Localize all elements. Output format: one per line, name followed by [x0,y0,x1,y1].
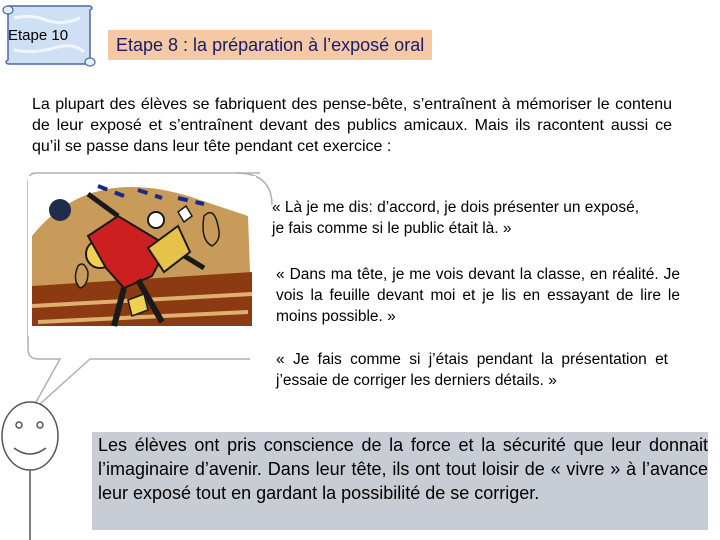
step-badge[interactable] [0,4,96,68]
page-title: Etape 8 : la préparation à l’exposé oral [108,30,432,60]
intro-paragraph: La plupart des élèves se fabriquent des pense-bête, s’entraînent à mémoriser le contenu de leur exposé et s’entraînent devant des publics amicaux. Mais ils racontent aussi ce qu’il se passe dans leur tête pendant cet exercice : [32,96,672,155]
smiley-face-icon [0,400,100,540]
conclusion-text: Les élèves ont pris conscience de la force et la sécurité que leur donnait l’imaginaire d’avenir. Dans leur tête, ils ont tout loisir de « vivre » à l’avance leur exposé tout en gardant la possibilité de se corriger. [98,435,708,503]
quote-1: « Là je me dis: d’accord, je dois présenter un exposé, je fais comme si le public était là. » [272,199,640,237]
quote-3: « Je fais comme si j’étais pendant la présentation et j’essaie de corriger les derniers détails. » [276,351,668,389]
quote-2: « Dans ma tête, je me vois devant la classe, en réalité. Je vois la feuille devant moi et je lis en essayant de lire le moins possible. » [276,266,680,325]
juggler-clipart [28,176,256,336]
step-badge-label: Etape 10 [8,27,69,44]
